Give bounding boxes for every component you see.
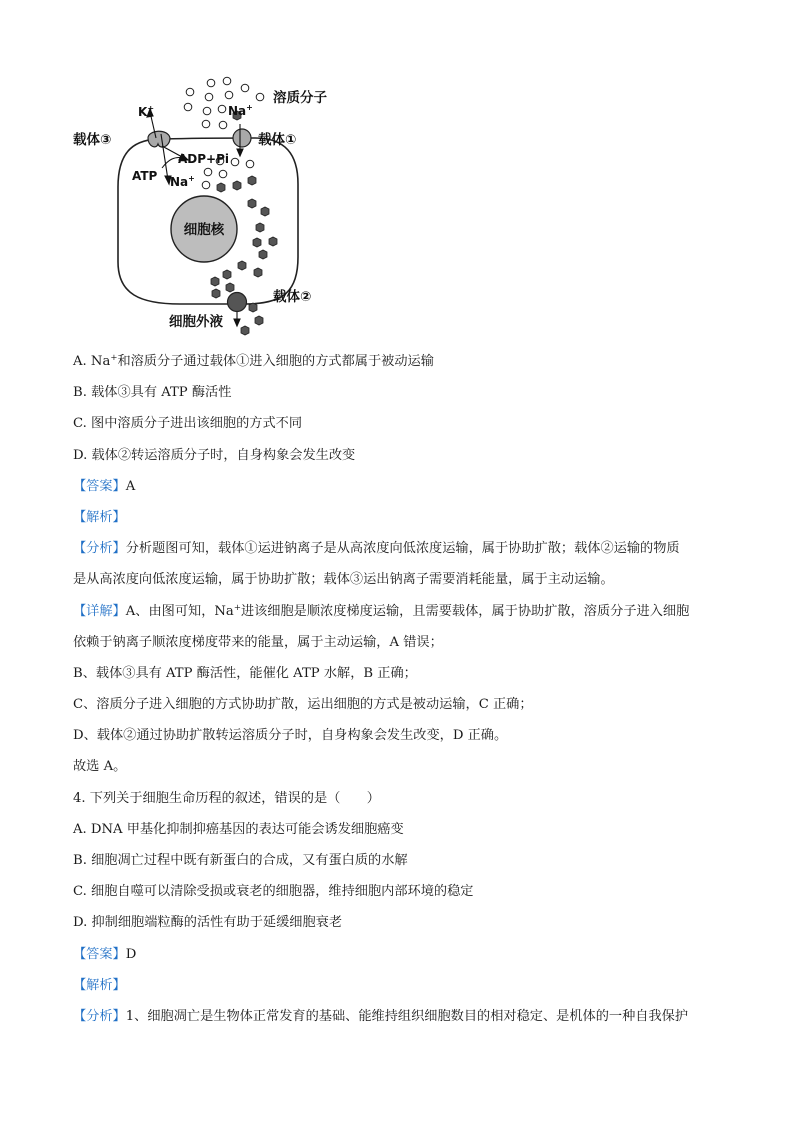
nucleus-label: 细胞核 — [183, 222, 225, 238]
q3-fenxi-line-2: 是从高浓度向低浓度运输，属于协助扩散；载体③运出钠离子需要消耗能量，属于主动运输。 — [73, 572, 614, 588]
cell-transport-diagram — [70, 72, 360, 337]
carrier-1-label: 载体① — [258, 132, 297, 148]
k-plus-label: K+ — [138, 104, 155, 119]
carrier-3 — [148, 131, 170, 147]
q3-answer: 【答案】A — [73, 478, 136, 494]
q3-conclusion: 故选 A。 — [73, 759, 127, 775]
q4-stem: 4. 下列关于细胞生命历程的叙述，错误的是（ ） — [73, 790, 380, 806]
carrier-2 — [228, 293, 247, 312]
carrier-1 — [233, 129, 251, 147]
extracellular-label: 细胞外液 — [169, 314, 223, 330]
q3-option-c: C. 图中溶质分子进出该细胞的方式不同 — [73, 416, 303, 432]
solute-label: 溶质分子 — [273, 90, 327, 106]
q3-option-d: D. 载体②转运溶质分子时，自身构象会发生改变 — [73, 447, 356, 463]
q3-analysis-heading: 【解析】 — [73, 509, 126, 525]
document-text — [73, 346, 733, 1032]
adp-label: ADP+Pi — [178, 152, 230, 166]
q4-option-c: C. 细胞自噬可以清除受损或衰老的细胞器，维持细胞内部环境的稳定 — [73, 884, 474, 900]
q4-analysis-heading: 【解析】 — [73, 977, 126, 993]
q4-option-b: B. 细胞凋亡过程中既有新蛋白的合成，又有蛋白质的水解 — [73, 853, 408, 868]
atp-label: ATP — [132, 169, 158, 183]
na-plus-top-label: Na+ — [228, 103, 253, 118]
q3-detail-line-2: 依赖于钠离子顺浓度梯度带来的能量，属于主动运输，A 错误； — [73, 634, 443, 650]
q3-detail-line-3: B、载体③具有 ATP 酶活性，能催化 ATP 水解，B 正确； — [73, 665, 417, 681]
q3-detail-line-5: D、载体②通过协助扩散转运溶质分子时，自身构象会发生改变，D 正确。 — [73, 728, 508, 744]
q4-answer: 【答案】D — [73, 946, 137, 962]
cell-diagram-svg — [70, 72, 360, 337]
q3-detail-line-4: C、溶质分子进入细胞的方式协助扩散，运出细胞的方式是被动运输，C 正确； — [73, 697, 533, 713]
q3-option-b: B. 载体③具有 ATP 酶活性 — [73, 385, 232, 401]
answer-tag: 【答案】 — [73, 478, 126, 494]
q3-fenxi-line-1: 【分析】分析题图可知，载体①运进钠离子是从高浓度向低浓度运输，属于协助扩散；载体②运输的物质 — [73, 541, 680, 557]
carrier-3-label: 载体③ — [73, 132, 112, 148]
q4-option-d: D. 抑制细胞端粒酶的活性有助于延缓细胞衰老 — [73, 915, 343, 931]
na-plus-bottom-label: Na+ — [170, 174, 195, 189]
q4-fenxi-line-1: 【分析】1、细胞凋亡是生物体正常发育的基础、能维持组织细胞数目的相对稳定、是机体的一种自我保护 — [73, 1008, 689, 1024]
q3-option-a: A. Na+和溶质分子通过载体①进入细胞的方式都属于被动运输 — [73, 353, 434, 369]
q4-option-a: A. DNA 甲基化抑制抑癌基因的表达可能会诱发细胞癌变 — [73, 821, 404, 837]
q3-detail-line-1: 【详解】A、由图可知，Na+进该细胞是顺浓度梯度运输，且需要载体，属于协助扩散，溶质分子进入细胞 — [73, 602, 690, 619]
carrier-2-label: 载体② — [273, 289, 312, 305]
